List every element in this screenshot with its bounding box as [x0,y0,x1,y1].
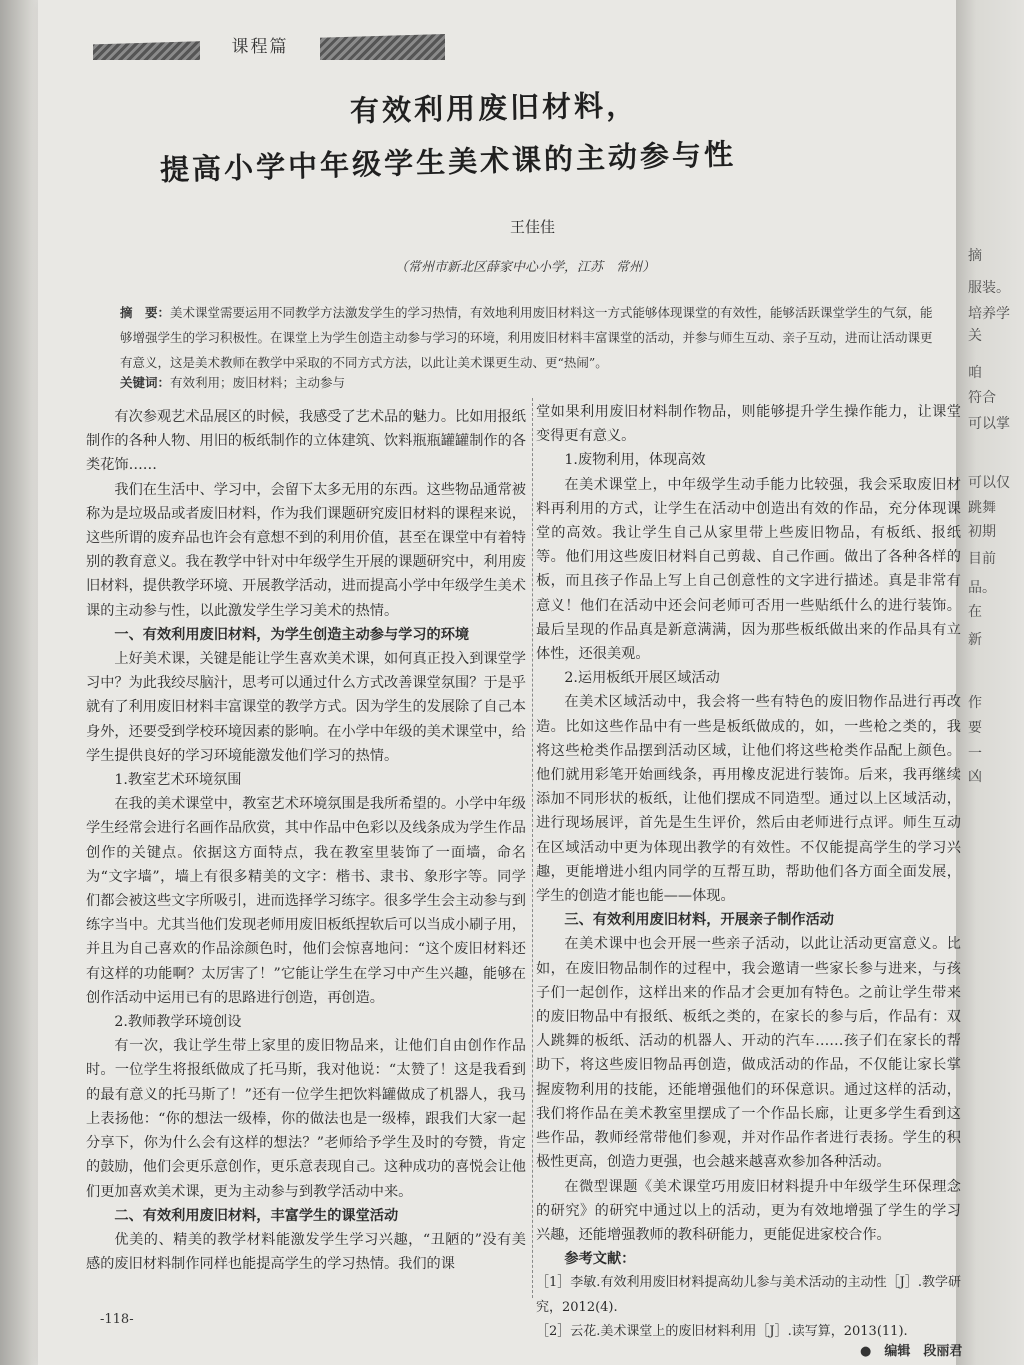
adjacent-page-text: 品。 [968,580,996,596]
paragraph: 在美术课堂上，中年级学生动手能力比较强，我会采取废旧材料再利用的方式，让学生在活动中创造出有效的作品，充分体现课堂的高效。我让学生自己从家里带上些废旧物品，有板纸、报纸等。他们用这些废旧材料自己剪裁、自己作画。做出了各种各样的板，而且孩子作品上写上自己创意性的文字进行描述。真是非常有意义！他们在活动中还会问老师可否用一些贴纸什么的进行装饰。最后呈现的作品真是新意满满，因为那些板纸做出来的作品具有立体性，还很美观。 [536,476,961,663]
adjacent-page-text: 培养学 [968,306,1010,322]
paragraph: 有一次，我让学生带上家里的废旧物品来，让他们自由创作作品时。一位学生将报纸做成了托马斯，我对他说：“太赞了！这是我看到的最有意义的托马斯了！”还有一位学生把饮料罐做成了机器人，我马上表扬他：“你的想法一级棒，你的做法也是一级棒，跟我们大家一起分享下，你为什么会有这样的想法？”老师给予学生及时的夸赞，肯定的鼓励，他们会更乐意创作，更乐意表现自己。这种成功的喜悦会让他们更加喜欢美术课，更为主动参与到教学活动中来。 [86,1038,526,1200]
abstract-label: 摘 要： [120,305,171,320]
article-title-line1: 有效利用废旧材料， [349,87,639,129]
adjacent-page-text: 咱 [968,365,982,381]
reference-item: ［2］云花.美术课堂上的废旧材料利用［J］.读写算，2013(11). [536,1323,908,1339]
paragraph: 上好美术课，关键是能让学生喜欢美术课，如何真正投入到课堂学习中？为此我绞尽脑汁，思考可以通过什么方式改善课堂氛围？于是乎就有了利用废旧材料丰富课堂的教学方式。因为学生的发展除了自己本身外，还要受到学校环境因素的影响。在小学中年级的美术课堂中，给学生提供良好的学习环境能激发他们学习的热情。 [86,651,526,764]
section-heading-3: 三、有效利用废旧材料，开展亲子制作活动 [564,912,834,929]
left-column [86,405,526,1276]
right-column [536,400,961,1344]
adjacent-page-text: 作 [968,695,982,711]
editor-credit: ● 编辑 段丽君 [860,1344,963,1359]
abstract [120,300,940,375]
author-affiliation: （常州市新北区薛家中心小学，江苏 常州） [395,260,656,275]
column-divider [532,398,533,1298]
subheading: 2.运用板纸开展区域活动 [564,670,720,687]
article-title-line2: 提高小学中年级学生美术课的主动参与性 [159,136,737,188]
adjacent-page-text: 可以掌 [968,416,1010,432]
adjacent-page-text: 可以仅 [968,475,1010,491]
subheading: 1.废物利用，体现高效 [564,452,706,469]
keywords-label: 关键词： [120,375,171,390]
adjacent-page-text: 关 [968,328,982,344]
paragraph: 有次参观艺术品展区的时候，我感受了艺术品的魅力。比如用报纸制作的各种人物、用旧的板纸制作的立体建筑、饮料瓶瓶罐罐制作的各类花饰…… [86,409,526,474]
author-name: 王佳佳 [510,218,556,236]
section-heading-1: 一、有效利用废旧材料，为学生创造主动参与学习的环境 [114,626,470,643]
subheading: 2.教师教学环境创设 [114,1014,242,1031]
abstract-text: 美术课堂需要运用不同教学方法激发学生的学习热情，有效地利用废旧材料这一方式能够体现课堂的有效性，能够活跃课堂学生的气氛，能够增强学生的学习积极性。在课堂上为学生创造主动参与学习的环境，利用废旧材料丰富课堂的活动，并参与师生互动、亲子互动，进而让活动课更有意义，这是美术教师在教学中采取的不同方式方法，以此让美术课更生动、更“热闹”。 [120,305,933,370]
page-number: -118- [100,1312,134,1327]
paragraph: 优美的、精美的教学材料能激发学生学习兴趣，“丑陋的”没有美感的废旧材料制作同样也能提高学生的学习热情。我们的课 [86,1231,526,1273]
adjacent-page-text: 凶 [968,769,982,785]
paragraph: 堂如果利用废旧材料制作物品，则能够提升学生操作能力，让课堂变得更有意义。 [536,404,961,445]
paragraph: 在我的美术课堂中，教室艺术环境氛围是我所希望的。小学中年级学生经常会进行名画作品欣赏，其中作品中色彩以及线条成为学生作品创作的关键点。依据这方面特点，我在教室里装饰了一面墙，命名为“文字墙”，墙上有很多精美的文字：楷书、隶书、象形字等。同学们都会被这些文字所吸引，进而选择学习练字。很多学生会主动参与到练字当中。尤其当他们发现老师用废旧板纸捏软后可以当成小刷子用，并且为自己喜欢的作品涂颜色时，他们会惊喜地问：“这个废旧材料还有这样的功能啊？太厉害了！”它能让学生在学习中产生兴趣，能够在创作活动中运用已有的思路进行创造，再创造。 [86,796,526,1006]
section-label: 课程篇 [200,32,320,62]
reference-item: ［1］李敏.有效利用废旧材料提高幼儿参与美术活动的主动性［J］.教学研究，2012(4). [536,1275,961,1315]
paragraph: 在微型课题《美术课堂巧用废旧材料提升中年级学生环保理念的研究》的研究中通过以上的活动，更为有效地增强了学生的学习兴趣，还能增强教师的教科研能力，更能促进家校合作。 [536,1178,961,1243]
adjacent-page-text: 符合 [968,390,996,406]
adjacent-page-text: 服装。 [968,280,1010,296]
keywords-text: 有效利用；废旧材料；主动参与 [170,375,346,390]
paragraph: 在美术区域活动中，我会将一些有特色的废旧物作品进行再改造。比如这些作品中有一些是板纸做成的，如，一些枪之类的，我将这些枪类作品摆到活动区域，让他们将这些枪类作品配上颜色。他们就用彩笔开始画线条，再用橡皮泥进行装饰。后来，我再继续添加不同形状的板纸，让他们摆成不同造型。通过以上区域活动，进行现场展评，首先是生生评价，然后由老师进行点评。师生互动在区域活动中更为体现出教学的有效性。不仅能提高学生的学习兴趣，更能增进小组内同学的互帮互助，帮助他们各方面全面发展，学生的创造才能也能——体现。 [536,694,961,905]
adjacent-page-text: 在 [968,604,982,620]
subheading: 1.教室艺术环境氛围 [114,772,242,789]
references-heading: 参考文献： [564,1251,636,1268]
adjacent-page-text: 摘 [968,248,982,264]
paragraph: 我们在生活中、学习中，会留下太多无用的东西。这些物品通常被称为是垃圾品或者废旧材料，作为我们课题研究废旧材料的课程来说，这些所谓的废弃品也许会有意想不到的利用价值，甚至在课堂中有着特别的教育意义。我在教学中针对中年级学生开展的课题研究中，利用废旧材料，提供教学环境、开展教学活动，进而提高小学中年级学生美术课的主动参与性，以此激发学生学习美术的热情。 [86,481,526,619]
adjacent-page-text: 新 [968,632,982,648]
adjacent-page-text: 跳舞 [968,500,996,516]
paragraph: 在美术课中也会开展一些亲子活动，以此让活动更富意义。比如，在废旧物品制作的过程中，我会邀请一些家长参与进来，与孩子们一起创作，这样出来的作品才会更加有特色。之前让学生带来的废旧物品中有报纸、板纸之类的，在家长的参与后，作品有：双人跳舞的板纸、活动的机器人、开动的汽车……孩子们在家长的帮助下，将这些废旧物品再创造，做成活动的作品，不仅能让家长掌握废物利用的技能，还能增强他们的环保意识。通过这样的活动，我们将作品在美术教室里摆成了一个作品长廊，让更多学生看到这些作品，教师经常带他们参观，并对作品作者进行表扬。学生的积极性更高，创造力更强，也会越来越喜欢参加各种活动。 [536,936,961,1171]
adjacent-page-text: 要 [968,720,982,736]
keywords [120,373,345,391]
adjacent-page-text: 目前 [968,551,996,567]
adjacent-page-text: 一 [968,746,982,762]
book-spine [0,0,38,1365]
section-heading-2: 二、有效利用废旧材料，丰富学生的课堂活动 [114,1207,399,1224]
adjacent-page [956,0,1024,1365]
adjacent-page-text: 初期 [968,524,996,540]
